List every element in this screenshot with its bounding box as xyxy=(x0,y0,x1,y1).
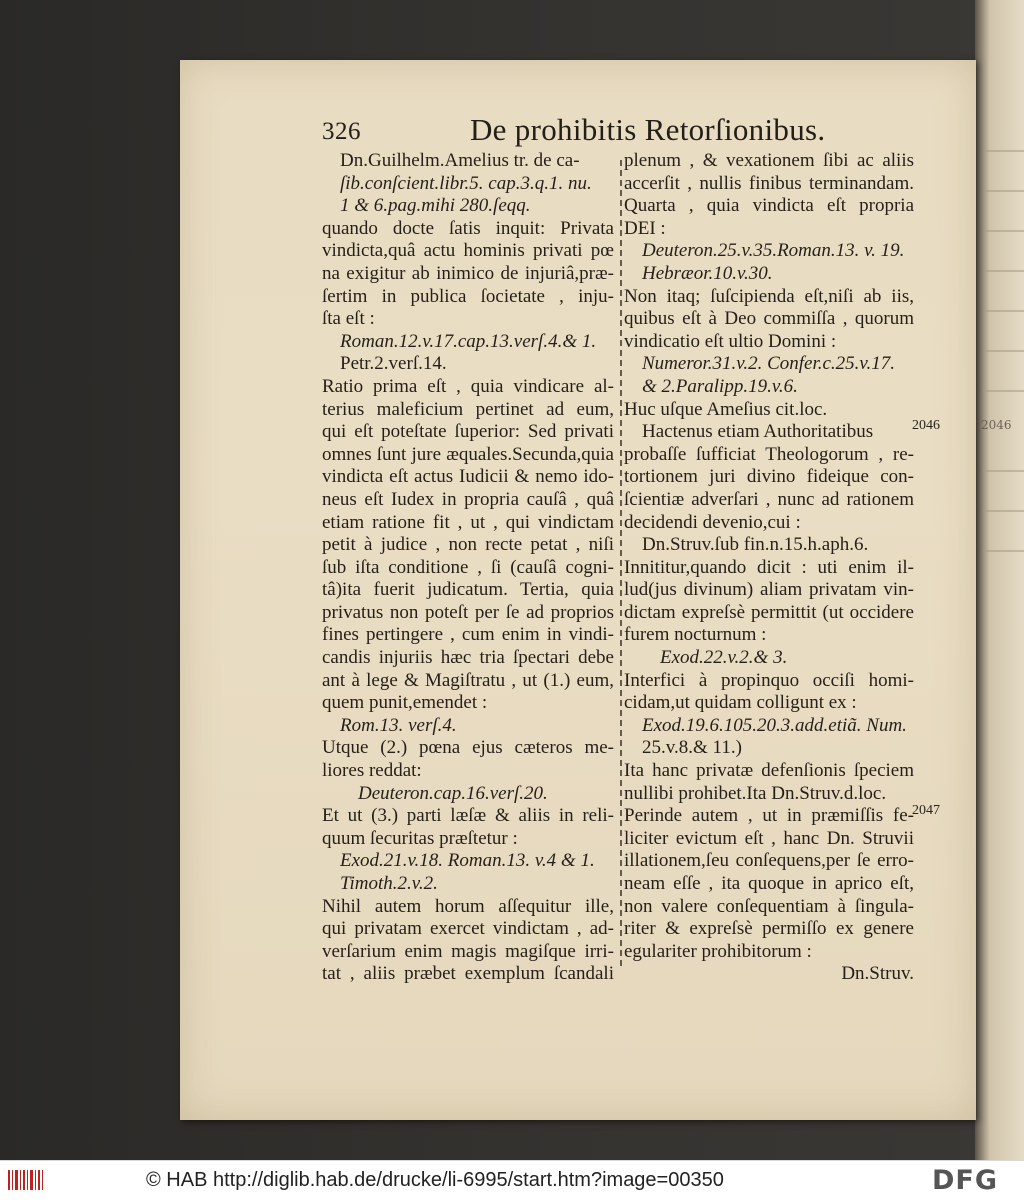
barcode-icon xyxy=(6,1167,46,1193)
left-line: tat , aliis præbet exemplum ſcandali xyxy=(322,963,614,985)
left-line: privatus non poteſt per ſe ad proprios xyxy=(322,601,614,623)
right-line: Numeror.31.v.2. Confer.c.25.v.17. xyxy=(642,353,895,375)
left-line: ſta eſt : xyxy=(322,308,375,330)
right-line: nullibi prohibet.Ita Dn.Struv.d.loc. xyxy=(624,782,887,804)
right-line: non valere conſequentiam à ſingula- xyxy=(624,895,914,917)
left-line: petit à judice , non recte petat , niſi xyxy=(322,534,614,556)
right-line: Perinde autem , ut in præmiſſis fe- xyxy=(624,805,914,827)
margin-number: 2047 xyxy=(912,803,940,818)
left-line: Utque (2.) pœna ejus cæteros me- xyxy=(322,737,614,759)
right-line: accerſit , nullis finibus terminandam. xyxy=(624,172,914,194)
right-line: & 2.Paralipp.19.v.6. xyxy=(642,375,798,397)
left-line: ant à lege & Magiſtratu , ut (1.) eum, xyxy=(322,669,614,691)
right-line: tortionem juri divino fideique con- xyxy=(624,466,914,488)
left-line: quando docte ſatis inquit: Privata xyxy=(322,217,614,239)
left-line: ſub iſta conditione , ſi (cauſâ cogni- xyxy=(322,556,614,578)
left-line: Timoth.2.v.2. xyxy=(340,873,438,894)
source-url[interactable]: © HAB http://diglib.hab.de/drucke/li-6995/start.htm?image=00350 xyxy=(146,1169,724,1191)
left-line: ſib.conſcient.libr.5. cap.3.q.1. nu. xyxy=(340,172,592,194)
right-line: Deuteron.25.v.35.Roman.13. v. 19. xyxy=(642,240,905,262)
left-line: Dn.Guilhelm.Amelius tr. de ca- xyxy=(340,150,580,171)
adjacent-page-edge xyxy=(975,0,1024,1160)
right-line: Quarta , quia vindicta eſt propria xyxy=(624,195,914,217)
right-line: Dn.Struv. xyxy=(841,963,914,985)
right-line: liciter evictum eſt , hanc Dn. Struvii xyxy=(624,827,914,849)
left-line: Exod.21.v.18. Roman.13. v.4 & 1. xyxy=(340,850,595,872)
left-column xyxy=(322,150,614,986)
left-line: quum ſecuritas præſtetur : xyxy=(322,827,518,849)
left-line: 1 & 6.pag.mihi 280.ſeqq. xyxy=(340,195,531,217)
right-line: Exod.22.v.2.& 3. xyxy=(660,647,788,669)
right-line: riter & expreſsè permiſſo ex genere xyxy=(624,918,914,940)
right-line: dictam expreſsè permittit (ut occidere xyxy=(624,601,914,623)
left-line: na exigitur ab inimico de injuriâ,præ- xyxy=(322,262,614,284)
page-number: 326 xyxy=(322,118,361,145)
column-divider xyxy=(620,160,622,970)
right-line: Ita hanc privatæ defenſionis ſpeciem xyxy=(624,760,914,782)
right-line: cidam,ut quidam colligunt ex : xyxy=(624,692,857,714)
left-line: vindicta,quâ actu hominis privati pœ xyxy=(322,240,614,262)
right-line: ſcientiæ adverſari , nunc ad rationem xyxy=(624,488,914,510)
left-line: etiam ratione fit , ut , qui vindictam xyxy=(322,511,614,533)
left-line: omnes ſunt jure æquales.Secunda,quia xyxy=(322,443,614,465)
right-line: neam eſſe , ita quoque in aprico eſt, xyxy=(624,873,914,894)
left-line: Petr.2.verſ.14. xyxy=(340,353,447,375)
right-line: lud(jus divinum) aliam privatam vin- xyxy=(624,579,914,601)
right-line: Exod.19.6.105.20.3.add.etiã. Num. xyxy=(642,714,907,736)
left-line: terius maleficium pertinet ad eum, xyxy=(322,398,614,420)
right-line: Dn.Struv.ſub fin.n.15.h.aph.6. xyxy=(642,534,869,556)
right-line: Interfici à propinquo occiſi homi- xyxy=(624,669,914,691)
left-line: candis injuriis hæc tria ſpectari debe xyxy=(322,647,614,669)
right-line: probaſſe ſufficiat Theologorum , re- xyxy=(624,443,914,465)
left-line: Rom.13. verſ.4. xyxy=(340,714,457,736)
left-line: Ratio prima eſt , quia vindicare al- xyxy=(322,375,614,397)
right-line: 25.v.8.& 11.) xyxy=(642,737,742,759)
right-line: decidendi devenio,cui : xyxy=(624,511,801,533)
left-line: liores reddat: xyxy=(322,760,422,782)
left-line: Deuteron.cap.16.verſ.20. xyxy=(358,782,548,804)
adjacent-margin-number: 2046 xyxy=(981,418,1012,432)
left-line: vindicta eſt actus Iudicii & nemo ido- xyxy=(322,466,614,488)
left-line: verſarium enim magis magiſque irri- xyxy=(322,940,614,962)
right-line: egulariter prohibitorum : xyxy=(624,940,812,962)
left-line: fines pertingere , cum enim in vindi- xyxy=(322,624,614,646)
margin-number: 2046 xyxy=(912,418,940,433)
left-line: Roman.12.v.17.cap.13.verſ.4.& 1. xyxy=(340,330,597,352)
right-line: illationem,ſeu conſequens,per ſe erro- xyxy=(624,850,914,872)
left-line: qui eſt poteſtate ſuperior: Sed privati xyxy=(322,421,614,443)
right-line: furem nocturnum : xyxy=(624,624,767,646)
left-line: Nihil autem horum aſſequitur ille, xyxy=(322,895,614,917)
right-line: Hebræor.10.v.30. xyxy=(642,262,773,284)
left-line: tâ)ita fuerit judicatum. Tertia, quia xyxy=(322,579,614,601)
left-line: neus eſt Iudex in propria cauſâ , quâ xyxy=(322,488,614,510)
viewer-footer xyxy=(0,1160,1024,1200)
right-column xyxy=(624,150,914,986)
right-line: Non itaq; ſuſcipienda eſt,niſi ab iis, xyxy=(624,285,914,307)
right-line: vindicatio eſt ultio Domini : xyxy=(624,330,837,352)
right-line: plenum , & vexationem ſibi ac aliis xyxy=(624,150,914,171)
right-line: Innititur,quando dicit : uti enim il- xyxy=(624,556,914,578)
running-head: De prohibitis Retorſionibus. xyxy=(470,112,826,147)
right-line: Huc uſque Ameſius cit.loc. xyxy=(624,398,828,420)
dfg-logo: DFG xyxy=(932,1165,999,1196)
left-line: ſertim in publica ſocietate , inju- xyxy=(322,285,614,307)
right-line: DEI : xyxy=(624,217,666,239)
copyright-link[interactable] xyxy=(146,1169,724,1192)
right-line: quibus eſt à Deo commiſſa , quorum xyxy=(624,308,914,330)
left-line: Et ut (3.) parti læſæ & aliis in reli- xyxy=(322,805,614,827)
left-line: quem punit,emendet : xyxy=(322,692,488,714)
right-line: Hactenus etiam Authoritatibus xyxy=(642,421,874,443)
left-line: qui privatam exercet vindictam , ad- xyxy=(322,918,614,940)
